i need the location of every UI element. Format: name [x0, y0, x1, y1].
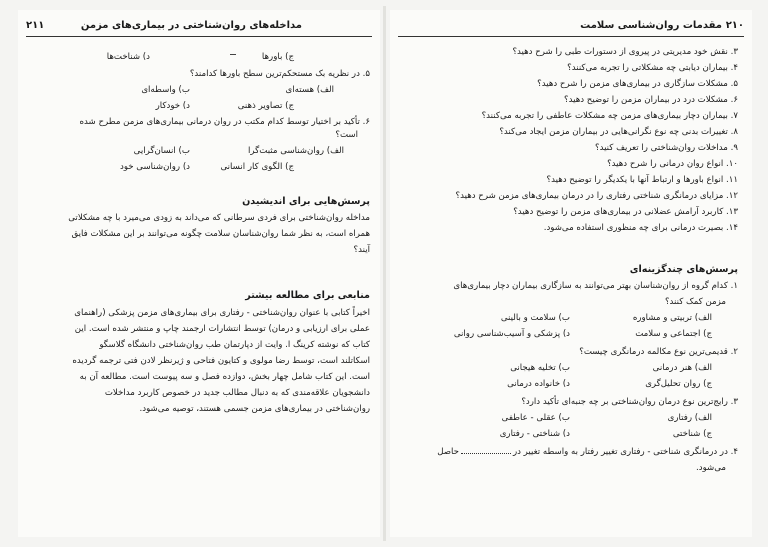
- review-question-14: ۱۴. بصیرت درمانی برای چه منظوری استفاده می‌شود.: [543, 223, 738, 233]
- mc4-stem-part-a: ۴. در درمانگری شناختی - رفتاری تغییر رفتار به واسطه تغییر در: [512, 447, 738, 457]
- scan-mark: [230, 54, 236, 55]
- mc2-option-b: ب) تخلیه هیجانی: [510, 363, 570, 373]
- left-page: [18, 10, 380, 537]
- mc3-option-a: الف) رفتاری: [667, 413, 712, 423]
- review-question-3: ۳. نقش خود مدیریتی در پیروی از دستورات طبی را شرح دهید؟: [512, 47, 738, 57]
- mc3-option-b: ب) عقلی - عاطفی: [501, 413, 570, 423]
- review-question-6: ۶. مشکلات درد در بیماران مزمن را توضیح دهید؟: [564, 95, 738, 105]
- right-page-number: ۲۱۰: [725, 20, 744, 31]
- mc1-option-c: ج) اجتماعی و سلامت: [635, 329, 712, 339]
- right-header-rule: [398, 36, 744, 37]
- review-question-8: ۸. تغییرات بدنی چه نوع نگرانی‌هایی در بیماران مزمن ایجاد می‌کند؟: [499, 127, 738, 137]
- q5-option-b: ب) واسطه‌ای: [141, 85, 190, 95]
- mc1-stem-line2: مزمن کمک کنند؟: [664, 297, 726, 307]
- reading-line-3: کتاب که نوشته کرینگ ا. وایت از دپارتمان طب روان‌شناختی دانشگاه گلاسگو: [99, 340, 370, 350]
- q6-option-a: الف) روان‌شناسی مثبت‌گرا: [248, 146, 344, 156]
- review-question-10: ۱۰. انواع روان درمانی را شرح دهید؟: [607, 159, 738, 169]
- q6-option-c: ج) الگوی کار انسانی: [220, 162, 294, 172]
- left-header-rule: [26, 36, 372, 37]
- q5-stem: ۵. در نظریه بک مستحکم‌ترین سطح باورها کدامند؟: [189, 69, 370, 79]
- left-page-number: ۲۱۱: [26, 20, 45, 31]
- mc-heading: پرسش‌های چندگزینه‌ای: [629, 264, 738, 275]
- mc2-option-d: د) خانواده درمانی: [507, 379, 570, 389]
- mc1-option-a: الف) تربیتی و مشاوره: [632, 313, 712, 323]
- think-line-2: همراه است، به نظر شما روان‌شناسان سلامت چگونه می‌توانند بر این مشکلات فایق: [71, 229, 370, 239]
- book-gutter: [383, 6, 386, 541]
- mc4-stem-line1: [437, 447, 738, 458]
- mc4-stem-line2: می‌شود.: [696, 463, 726, 473]
- q6-stem-line1: ۶. تأکید بر اختیار توسط کدام مکتب در روان درمانی بیماری‌های مزمن مطرح شده: [79, 117, 370, 127]
- q5-option-d: د) خودکار: [155, 101, 190, 111]
- review-question-9: ۹. مداخلات روان‌شناختی را تعریف کنید؟: [595, 143, 738, 153]
- mc1-stem-line1: ۱. کدام گروه از روان‌شناسان بهتر می‌توانند به سازگاری بیماران دچار بیماری‌های: [453, 281, 738, 291]
- mc1-option-b: ب) سلامت و بالینی: [500, 313, 570, 323]
- reading-line-6: دانشجویان علاقه‌مندی که به دنبال مطالب جدید در خصوص کاربرد مداخلات: [104, 388, 370, 398]
- reading-line-7: روان‌شناختی در بیماری‌های مزمن جسمی هستند، توصیه می‌شود.: [139, 404, 370, 414]
- mc2-stem: ۲. قدیمی‌ترین نوع مکالمه درمانگری چیست؟: [579, 347, 738, 357]
- reading-line-2: عملی برای ارزیابی و درمان) توسط انتشارات ارجمند چاپ و منتشر شده است. این: [74, 324, 370, 334]
- think-line-3: آیند؟: [353, 245, 370, 255]
- review-question-5: ۵. مشکلات سازگاری در بیماری‌های مزمن را شرح دهید؟: [537, 79, 738, 89]
- q6-option-d: د) روان‌شناسی خود: [120, 162, 190, 172]
- think-line-1: مداخله روان‌شناختی برای فردی سرطانی که می‌داند به زودی می‌میرد با چه مشکلاتی: [68, 213, 370, 223]
- mc4-blank: [461, 453, 511, 454]
- mc2-option-a: الف) هنر درمانی: [652, 363, 712, 373]
- q5-option-c: ج) تصاویر ذهنی: [237, 101, 294, 111]
- q6-option-b: ب) انسان‌گرایی: [133, 146, 190, 156]
- q5-option-a: الف) هسته‌ای: [285, 85, 334, 95]
- mc3-option-c: ج) شناختی: [672, 429, 712, 439]
- review-question-12: ۱۲. مزایای درمانگری شناختی رفتاری را در درمان بیماری‌های مزمن شرح دهید؟: [455, 191, 738, 201]
- think-heading: پرسش‌هایی برای اندیشیدن: [242, 196, 370, 207]
- review-question-4: ۴. بیماران دیابتی چه مشکلاتی را تجربه می‌کنند؟: [567, 63, 738, 73]
- right-page: [390, 10, 752, 537]
- review-question-13: ۱۳. کاربرد آرامش عضلانی در بیماری‌های مزمن را توضیح دهید؟: [513, 207, 738, 217]
- left-running-title: مداخله‌های روان‌شناختی در بیماری‌های مزمن: [80, 20, 302, 31]
- reading-line-1: اخیراً کتابی با عنوان روان‌شناختی - رفتاری برای بیماری‌های مزمن پزشکی (راهنمای: [74, 308, 370, 318]
- mc2-option-c: ج) روان تحلیل‌گری: [645, 379, 712, 389]
- mc1-option-d: د) پزشکی و آسیب‌شناسی روانی: [453, 329, 570, 339]
- reading-line-5: است. این کتاب شامل چهار بخش، دوازده فصل و سه پیوست است. مطالعه آن به: [79, 372, 370, 382]
- reading-line-4: اسکاتلند است، توسط رضا مولوی و کتایون فتاحی و ژیرنظر لادن فتی ترجمه گردیده: [72, 356, 370, 366]
- mc4-stem-part-b: حاصل: [437, 447, 459, 457]
- review-question-11: ۱۱. انواع باورها و ارتباط آنها با یکدیگر را توضیح دهید؟: [546, 175, 738, 185]
- q6-stem-line2: است؟: [335, 130, 358, 140]
- review-question-7: ۷. بیماران دچار بیماری‌های مزمن چه مشکلات عاطفی را تجربه می‌کنند؟: [481, 111, 738, 121]
- mc3-stem: ۳. رایج‌ترین نوع درمان روان‌شناختی بر چه جنبه‌ای تأکید دارد؟: [521, 397, 738, 407]
- q4-option-d: د) شناخت‌ها: [106, 52, 150, 62]
- right-running-title: مقدمات روان‌شناسی سلامت: [580, 20, 722, 31]
- q4-option-c: ج) باورها: [261, 52, 294, 62]
- reading-heading: منابعی برای مطالعه بیشتر: [245, 290, 370, 301]
- mc3-option-d: د) شناختی - رفتاری: [499, 429, 570, 439]
